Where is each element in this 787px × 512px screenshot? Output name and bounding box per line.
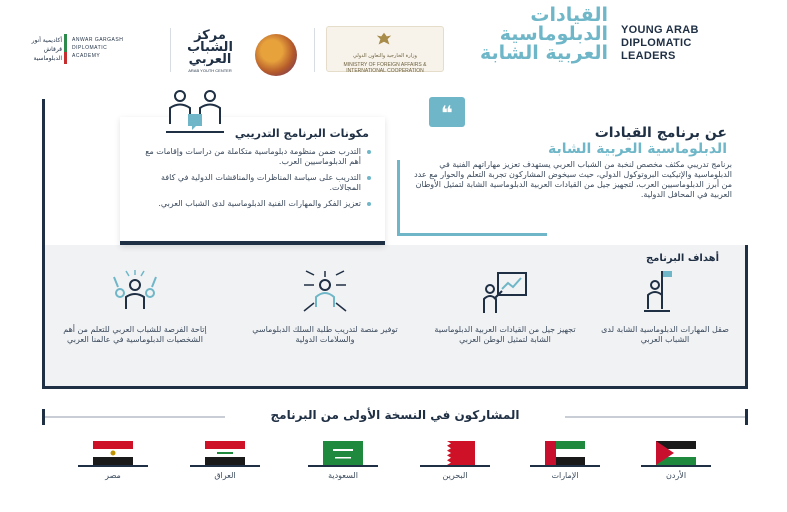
logo-en-line3: LEADERS [621, 50, 676, 62]
arab-youth-center-emblem-icon [255, 34, 297, 76]
objectives-title: أهداف البرنامج [645, 253, 719, 264]
header-divider [314, 28, 315, 72]
country-egypt [78, 441, 148, 481]
bahrain-flag-icon [435, 441, 475, 465]
mofa-ar-text: وزارة الخارجية والتعاون الدولي [353, 53, 417, 59]
arab-youth-center-logo-text: مركز الشباب العربي [187, 28, 233, 67]
eagle-emblem-icon [375, 31, 393, 49]
about-title-line1: عن برنامج القيادات [594, 125, 727, 141]
about-accent-bar-bottom [397, 233, 547, 236]
discussion-icon [164, 88, 226, 134]
program-logo-arabic [478, 6, 608, 63]
agda-en-line1: ANWAR GARGASH [72, 37, 124, 43]
leader-icon [640, 269, 690, 317]
flag-base [530, 465, 600, 467]
logo-ar-line1: القيادات [530, 4, 608, 26]
country-name: مصر [105, 471, 121, 480]
iraq-flag-icon [205, 441, 245, 465]
celebration-icon [110, 269, 160, 317]
country-saudi [308, 441, 378, 481]
list-item: تعزيز الفكر والمهارات الفنية الدبلوماسية لدى الشباب العربي. [141, 199, 371, 209]
frame-border-bottom [42, 386, 748, 389]
agda-logo-ar: أكاديمية أنور قرقاش الدبلوماسية [31, 37, 62, 62]
logo-en-line1: YOUNG ARAB [621, 24, 699, 36]
objective-item [430, 269, 580, 345]
country-name: العراق [214, 471, 236, 480]
objective-text: تجهيز جيل من القيادات العربية الدبلوماسية الشابة لتمثيل الوطن العربي [434, 325, 576, 344]
network-icon [300, 269, 350, 317]
objectives-section [45, 245, 745, 386]
list-item: التدرب ضمن منظومة دبلوماسية متكاملة من دراسات وإقامات مع أهم الدبلوماسيين العرب. [141, 147, 371, 167]
flag-base [78, 465, 148, 467]
frame-border-right [745, 245, 748, 389]
country-name: الأردن [665, 471, 687, 480]
objective-text: صقل المهارات الدبلوماسية الشابة لدى الشباب العربي [601, 325, 729, 344]
about-body-text: برنامج تدريبي مكثف مخصص لنخبة من الشباب العربي يستهدف تعزيز مهاراتهم الفنية في الدبلوماسية والإتيكيت البروتوكول الدولي، حيث سيخوض المشاركون تجربة التعلم والحوار مع عدد من أبرز الدبلوماسيين العرب، لتجهيز جيل من القيادات العربية الدبلوماسية الشابة لتمثيل الأوطان العربية في المحافل الدولية. [414, 160, 732, 199]
about-title [402, 125, 727, 157]
country-iraq [190, 441, 260, 481]
objective-text: توفير منصة لتدريب طلبة السلك الدبلوماسي والسلامات الدولية [252, 325, 398, 344]
program-logo-english [621, 24, 699, 63]
agda-bar-red [64, 52, 67, 64]
flag-base [190, 465, 260, 467]
program-components-card [120, 117, 385, 245]
presentation-icon [480, 269, 530, 317]
agda-en-line2: DIPLOMATIC [72, 45, 108, 51]
country-name: الإمارات [551, 471, 579, 480]
participants-divider-cap [745, 409, 748, 425]
logo-en-line2: DIPLOMATIC [621, 37, 692, 49]
country-uae [530, 441, 600, 481]
participants-divider-right [565, 416, 745, 418]
components-title: مكونات البرنامج التدريبي [234, 127, 369, 140]
country-name: البحرين [442, 471, 468, 480]
list-item: التدريب على سياسة المناظرات والمناقشات الدولية في كافة المجالات. [141, 173, 371, 193]
mofa-en-text: MINISTRY OF FOREIGN AFFAIRS & INTERNATIONAL COOPERATION [343, 62, 427, 74]
saudi-flag-icon [323, 441, 363, 465]
flag-base [641, 465, 711, 467]
participants-title: المشاركون في النسخة الأولى من البرنامج [270, 408, 520, 422]
flag-base [308, 465, 378, 467]
logo-ar-line3: العربية الشابة [480, 42, 608, 64]
country-jordan [641, 441, 711, 481]
participants-divider-left [45, 416, 225, 418]
objective-text: إتاحة الفرصة للشباب العربي للتعلم من أهم الشخصيات الدبلوماسية في عالمنا العربي [63, 325, 207, 344]
jordan-flag-icon [656, 441, 696, 465]
quote-icon: ❝ [429, 97, 465, 127]
objective-item [590, 269, 740, 345]
egypt-flag-icon [93, 441, 133, 465]
header-divider [170, 28, 171, 72]
about-accent-bar [397, 160, 400, 236]
flag-base [420, 465, 490, 467]
logo-ar-line2: الدبلوماسية [499, 23, 608, 45]
components-list [141, 147, 371, 215]
header [0, 0, 787, 85]
objective-item [60, 269, 210, 345]
mofa-logo [326, 26, 444, 72]
country-name: السعودية [328, 471, 358, 480]
uae-flag-icon [545, 441, 585, 465]
agda-logo-en [72, 36, 162, 60]
about-title-line2: الدبلوماسية العربية الشابة [548, 141, 727, 157]
agda-en-line3: ACADEMY [72, 53, 101, 59]
country-bahrain [420, 441, 490, 481]
objective-item [250, 269, 400, 345]
arab-youth-center-logo-en: ARAB YOUTH CENTER [188, 68, 232, 73]
